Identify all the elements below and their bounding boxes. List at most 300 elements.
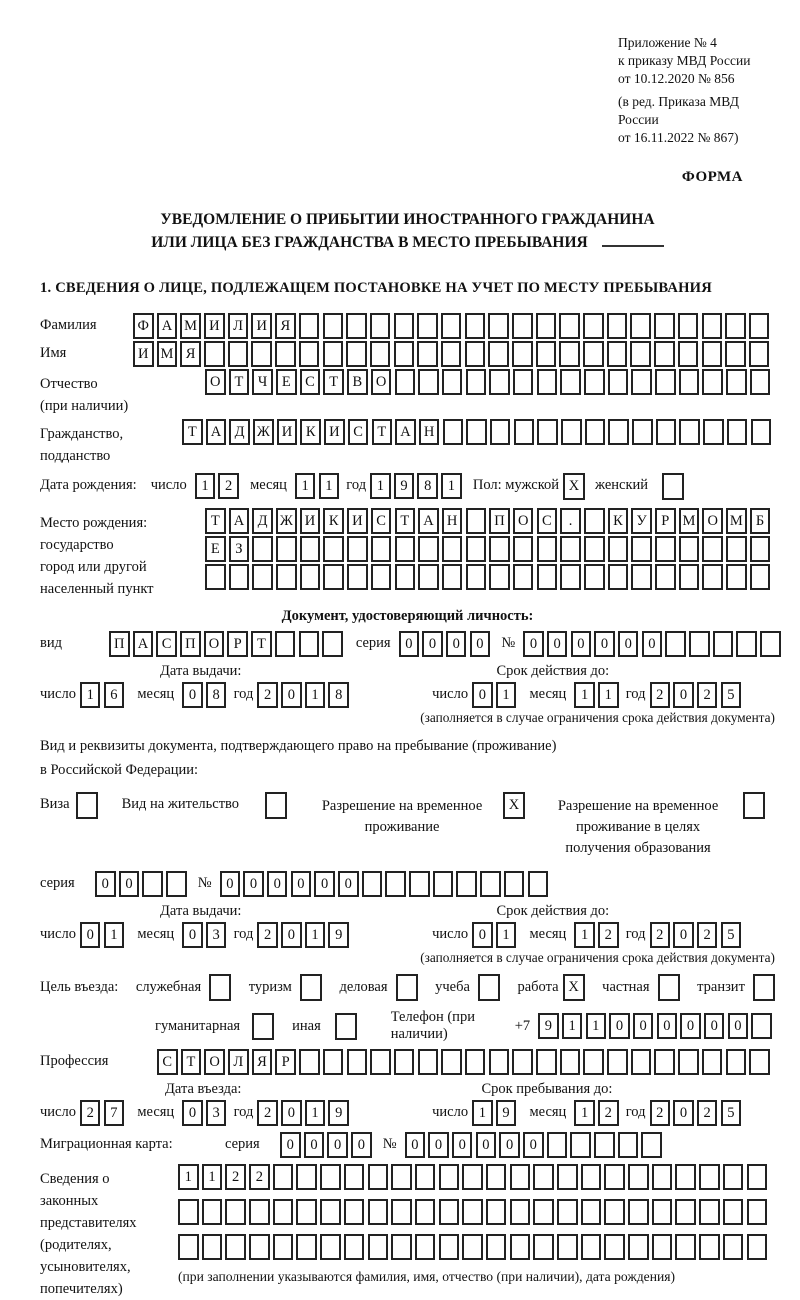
- form-cell[interactable]: 5: [721, 682, 742, 708]
- form-cell[interactable]: [488, 341, 509, 367]
- form-cell[interactable]: [462, 1234, 483, 1260]
- form-cell[interactable]: [628, 1234, 649, 1260]
- form-cell[interactable]: [276, 536, 297, 562]
- form-cell[interactable]: [296, 1199, 317, 1225]
- form-cell[interactable]: 0: [523, 631, 544, 657]
- form-cell[interactable]: X: [563, 974, 585, 1001]
- form-cell[interactable]: [608, 564, 629, 590]
- form-cell[interactable]: [488, 313, 509, 339]
- form-cell[interactable]: 1: [598, 682, 619, 708]
- form-cell[interactable]: [749, 313, 770, 339]
- form-cell[interactable]: [585, 419, 606, 445]
- form-cell[interactable]: [439, 1164, 460, 1190]
- form-cell[interactable]: [675, 1164, 696, 1190]
- form-cell[interactable]: 2: [697, 1100, 718, 1126]
- form-cell[interactable]: [652, 1199, 673, 1225]
- form-cell[interactable]: [513, 369, 534, 395]
- form-cell[interactable]: [618, 1132, 639, 1158]
- form-cell[interactable]: [300, 974, 322, 1001]
- form-cell[interactable]: 2: [650, 922, 671, 948]
- form-cell[interactable]: [560, 564, 581, 590]
- form-cell[interactable]: [641, 1132, 662, 1158]
- form-cell[interactable]: [570, 1132, 591, 1158]
- form-cell[interactable]: 2: [598, 1100, 619, 1126]
- form-cell[interactable]: [594, 1132, 615, 1158]
- form-cell[interactable]: И: [347, 508, 368, 534]
- form-cell[interactable]: 0: [523, 1132, 544, 1158]
- form-cell[interactable]: [394, 313, 415, 339]
- form-cell[interactable]: С: [300, 369, 321, 395]
- form-cell[interactable]: [630, 313, 651, 339]
- form-cell[interactable]: 2: [257, 1100, 278, 1126]
- form-cell[interactable]: [368, 1234, 389, 1260]
- form-cell[interactable]: 0: [281, 682, 302, 708]
- form-cell[interactable]: [628, 1199, 649, 1225]
- form-cell[interactable]: [537, 536, 558, 562]
- form-cell[interactable]: [252, 1013, 274, 1040]
- form-cell[interactable]: [335, 1013, 357, 1040]
- form-cell[interactable]: 0: [618, 631, 639, 657]
- form-cell[interactable]: 0: [267, 871, 288, 897]
- form-cell[interactable]: [490, 419, 511, 445]
- form-cell[interactable]: Ж: [253, 419, 274, 445]
- form-cell[interactable]: 1: [178, 1164, 199, 1190]
- form-cell[interactable]: [512, 341, 533, 367]
- form-cell[interactable]: 0: [182, 1100, 203, 1126]
- form-cell[interactable]: [654, 1049, 675, 1075]
- form-cell[interactable]: 9: [496, 1100, 517, 1126]
- form-cell[interactable]: [751, 419, 772, 445]
- form-cell[interactable]: [166, 871, 187, 897]
- form-cell[interactable]: [209, 974, 231, 1001]
- form-cell[interactable]: [486, 1164, 507, 1190]
- form-cell[interactable]: С: [156, 631, 177, 657]
- form-cell[interactable]: [442, 369, 463, 395]
- form-cell[interactable]: 0: [281, 922, 302, 948]
- form-cell[interactable]: [142, 871, 163, 897]
- form-cell[interactable]: [323, 341, 344, 367]
- form-cell[interactable]: [583, 1049, 604, 1075]
- form-cell[interactable]: .: [560, 508, 581, 534]
- form-cell[interactable]: 1: [441, 473, 462, 499]
- form-cell[interactable]: [702, 369, 723, 395]
- form-cell[interactable]: [533, 1234, 554, 1260]
- form-cell[interactable]: 0: [633, 1013, 654, 1039]
- form-cell[interactable]: Д: [229, 419, 250, 445]
- form-cell[interactable]: [607, 313, 628, 339]
- form-cell[interactable]: 2: [650, 682, 671, 708]
- form-cell[interactable]: [537, 369, 558, 395]
- form-cell[interactable]: 8: [206, 682, 227, 708]
- form-cell[interactable]: [252, 536, 273, 562]
- form-cell[interactable]: 8: [417, 473, 438, 499]
- form-cell[interactable]: [533, 1164, 554, 1190]
- form-cell[interactable]: 6: [104, 682, 125, 708]
- form-cell[interactable]: [486, 1199, 507, 1225]
- form-cell[interactable]: [418, 564, 439, 590]
- form-cell[interactable]: [631, 536, 652, 562]
- form-cell[interactable]: [415, 1199, 436, 1225]
- form-cell[interactable]: И: [204, 313, 225, 339]
- form-cell[interactable]: 0: [728, 1013, 749, 1039]
- form-cell[interactable]: В: [347, 369, 368, 395]
- form-cell[interactable]: [747, 1234, 768, 1260]
- form-cell[interactable]: [394, 341, 415, 367]
- form-cell[interactable]: 0: [704, 1013, 725, 1039]
- form-cell[interactable]: [396, 974, 418, 1001]
- form-cell[interactable]: [604, 1234, 625, 1260]
- form-cell[interactable]: Д: [252, 508, 273, 534]
- form-cell[interactable]: [713, 631, 734, 657]
- form-cell[interactable]: 1: [195, 473, 216, 499]
- form-cell[interactable]: С: [537, 508, 558, 534]
- form-cell[interactable]: [510, 1164, 531, 1190]
- form-cell[interactable]: [723, 1199, 744, 1225]
- form-cell[interactable]: П: [180, 631, 201, 657]
- form-cell[interactable]: Т: [229, 369, 250, 395]
- form-cell[interactable]: [547, 1132, 568, 1158]
- form-cell[interactable]: 1: [305, 1100, 326, 1126]
- form-cell[interactable]: [466, 536, 487, 562]
- form-cell[interactable]: [725, 341, 746, 367]
- form-cell[interactable]: [418, 1049, 439, 1075]
- form-cell[interactable]: [723, 1164, 744, 1190]
- form-cell[interactable]: 1: [562, 1013, 583, 1039]
- form-cell[interactable]: [559, 313, 580, 339]
- form-cell[interactable]: 9: [328, 922, 349, 948]
- form-cell[interactable]: 0: [470, 631, 491, 657]
- form-cell[interactable]: 0: [673, 1100, 694, 1126]
- form-cell[interactable]: 0: [657, 1013, 678, 1039]
- form-cell[interactable]: [699, 1199, 720, 1225]
- form-cell[interactable]: [249, 1234, 270, 1260]
- form-cell[interactable]: [465, 313, 486, 339]
- form-cell[interactable]: [750, 564, 771, 590]
- form-cell[interactable]: 2: [249, 1164, 270, 1190]
- form-cell[interactable]: [581, 1199, 602, 1225]
- form-cell[interactable]: [489, 564, 510, 590]
- form-cell[interactable]: 1: [104, 922, 125, 948]
- form-cell[interactable]: 7: [104, 1100, 125, 1126]
- form-cell[interactable]: О: [513, 508, 534, 534]
- form-cell[interactable]: [536, 341, 557, 367]
- form-cell[interactable]: [344, 1164, 365, 1190]
- form-cell[interactable]: [323, 536, 344, 562]
- form-cell[interactable]: [584, 564, 605, 590]
- form-cell[interactable]: [557, 1199, 578, 1225]
- form-cell[interactable]: 0: [304, 1132, 325, 1158]
- form-cell[interactable]: [751, 1013, 772, 1039]
- form-cell[interactable]: [584, 536, 605, 562]
- form-cell[interactable]: С: [348, 419, 369, 445]
- form-cell[interactable]: [583, 341, 604, 367]
- form-cell[interactable]: [415, 1234, 436, 1260]
- form-cell[interactable]: [299, 313, 320, 339]
- form-cell[interactable]: [513, 564, 534, 590]
- form-cell[interactable]: Т: [323, 369, 344, 395]
- form-cell[interactable]: 1: [80, 682, 101, 708]
- form-cell[interactable]: [395, 369, 416, 395]
- form-cell[interactable]: 0: [327, 1132, 348, 1158]
- form-cell[interactable]: 1: [496, 922, 517, 948]
- form-cell[interactable]: [528, 871, 549, 897]
- form-cell[interactable]: [655, 536, 676, 562]
- form-cell[interactable]: [537, 419, 558, 445]
- form-cell[interactable]: [202, 1234, 223, 1260]
- form-cell[interactable]: [299, 341, 320, 367]
- form-cell[interactable]: 1: [305, 922, 326, 948]
- form-cell[interactable]: О: [204, 1049, 225, 1075]
- form-cell[interactable]: [631, 1049, 652, 1075]
- form-cell[interactable]: Т: [205, 508, 226, 534]
- form-cell[interactable]: [750, 369, 771, 395]
- form-cell[interactable]: 0: [547, 631, 568, 657]
- form-cell[interactable]: [489, 1049, 510, 1075]
- form-cell[interactable]: 0: [446, 631, 467, 657]
- form-cell[interactable]: [178, 1199, 199, 1225]
- form-cell[interactable]: [652, 1164, 673, 1190]
- form-cell[interactable]: 0: [609, 1013, 630, 1039]
- form-cell[interactable]: И: [300, 508, 321, 534]
- form-cell[interactable]: 9: [328, 1100, 349, 1126]
- form-cell[interactable]: [439, 1199, 460, 1225]
- form-cell[interactable]: А: [395, 419, 416, 445]
- form-cell[interactable]: Р: [655, 508, 676, 534]
- form-cell[interactable]: Я: [180, 341, 201, 367]
- form-cell[interactable]: 0: [428, 1132, 449, 1158]
- form-cell[interactable]: [462, 1199, 483, 1225]
- form-cell[interactable]: [385, 871, 406, 897]
- form-cell[interactable]: 0: [476, 1132, 497, 1158]
- form-cell[interactable]: Т: [251, 631, 272, 657]
- form-cell[interactable]: Р: [275, 1049, 296, 1075]
- form-cell[interactable]: [628, 1164, 649, 1190]
- form-cell[interactable]: 0: [452, 1132, 473, 1158]
- form-cell[interactable]: [296, 1164, 317, 1190]
- form-cell[interactable]: 2: [697, 922, 718, 948]
- form-cell[interactable]: 1: [574, 682, 595, 708]
- form-cell[interactable]: [442, 536, 463, 562]
- form-cell[interactable]: [395, 564, 416, 590]
- form-cell[interactable]: 1: [295, 473, 316, 499]
- form-cell[interactable]: [370, 341, 391, 367]
- form-cell[interactable]: [513, 536, 534, 562]
- form-cell[interactable]: 5: [721, 1100, 742, 1126]
- form-cell[interactable]: 0: [281, 1100, 302, 1126]
- form-cell[interactable]: З: [229, 536, 250, 562]
- form-cell[interactable]: 3: [206, 1100, 227, 1126]
- form-cell[interactable]: [632, 419, 653, 445]
- form-cell[interactable]: [252, 564, 273, 590]
- form-cell[interactable]: [323, 313, 344, 339]
- form-cell[interactable]: [604, 1199, 625, 1225]
- form-cell[interactable]: [273, 1234, 294, 1260]
- form-cell[interactable]: М: [726, 508, 747, 534]
- form-cell[interactable]: [442, 564, 463, 590]
- form-cell[interactable]: [417, 341, 438, 367]
- form-cell[interactable]: [747, 1164, 768, 1190]
- form-cell[interactable]: [415, 1164, 436, 1190]
- form-cell[interactable]: [655, 564, 676, 590]
- form-cell[interactable]: [504, 871, 525, 897]
- form-cell[interactable]: М: [157, 341, 178, 367]
- form-cell[interactable]: [607, 1049, 628, 1075]
- form-cell[interactable]: 0: [338, 871, 359, 897]
- form-cell[interactable]: А: [133, 631, 154, 657]
- form-cell[interactable]: Т: [182, 419, 203, 445]
- form-cell[interactable]: [323, 564, 344, 590]
- form-cell[interactable]: [581, 1164, 602, 1190]
- form-cell[interactable]: 1: [496, 682, 517, 708]
- form-cell[interactable]: [702, 564, 723, 590]
- form-cell[interactable]: [533, 1199, 554, 1225]
- form-cell[interactable]: А: [206, 419, 227, 445]
- form-cell[interactable]: [249, 1199, 270, 1225]
- form-cell[interactable]: 0: [243, 871, 264, 897]
- form-cell[interactable]: 1: [305, 682, 326, 708]
- form-cell[interactable]: [489, 536, 510, 562]
- form-cell[interactable]: 8: [328, 682, 349, 708]
- form-cell[interactable]: [749, 1049, 770, 1075]
- form-cell[interactable]: [466, 508, 487, 534]
- form-cell[interactable]: [658, 974, 680, 1001]
- form-cell[interactable]: [391, 1234, 412, 1260]
- form-cell[interactable]: [726, 564, 747, 590]
- form-cell[interactable]: [466, 369, 487, 395]
- form-cell[interactable]: [537, 564, 558, 590]
- form-cell[interactable]: К: [323, 508, 344, 534]
- form-cell[interactable]: [489, 369, 510, 395]
- form-cell[interactable]: 2: [80, 1100, 101, 1126]
- form-cell[interactable]: [679, 369, 700, 395]
- form-cell[interactable]: 0: [80, 922, 101, 948]
- form-cell[interactable]: [368, 1199, 389, 1225]
- form-cell[interactable]: [560, 1049, 581, 1075]
- form-cell[interactable]: [536, 313, 557, 339]
- form-cell[interactable]: [726, 1049, 747, 1075]
- form-cell[interactable]: [678, 341, 699, 367]
- form-cell[interactable]: 0: [499, 1132, 520, 1158]
- form-cell[interactable]: 2: [218, 473, 239, 499]
- form-cell[interactable]: [229, 564, 250, 590]
- form-cell[interactable]: 9: [538, 1013, 559, 1039]
- form-cell[interactable]: [607, 341, 628, 367]
- form-cell[interactable]: Т: [372, 419, 393, 445]
- form-cell[interactable]: К: [300, 419, 321, 445]
- form-cell[interactable]: [346, 341, 367, 367]
- form-cell[interactable]: [679, 419, 700, 445]
- form-cell[interactable]: И: [251, 313, 272, 339]
- form-cell[interactable]: [656, 419, 677, 445]
- form-cell[interactable]: О: [702, 508, 723, 534]
- form-cell[interactable]: И: [324, 419, 345, 445]
- form-cell[interactable]: И: [133, 341, 154, 367]
- form-cell[interactable]: [725, 313, 746, 339]
- form-cell[interactable]: 1: [472, 1100, 493, 1126]
- form-cell[interactable]: [391, 1199, 412, 1225]
- form-cell[interactable]: [559, 341, 580, 367]
- form-cell[interactable]: 3: [206, 922, 227, 948]
- form-cell[interactable]: 2: [225, 1164, 246, 1190]
- form-cell[interactable]: [679, 536, 700, 562]
- form-cell[interactable]: 1: [586, 1013, 607, 1039]
- form-cell[interactable]: [678, 1049, 699, 1075]
- form-cell[interactable]: [726, 369, 747, 395]
- form-cell[interactable]: [204, 341, 225, 367]
- form-cell[interactable]: [441, 341, 462, 367]
- form-cell[interactable]: 0: [594, 631, 615, 657]
- form-cell[interactable]: [439, 1234, 460, 1260]
- form-cell[interactable]: 2: [650, 1100, 671, 1126]
- form-cell[interactable]: [296, 1234, 317, 1260]
- form-cell[interactable]: А: [229, 508, 250, 534]
- form-cell[interactable]: [561, 419, 582, 445]
- form-cell[interactable]: [631, 564, 652, 590]
- form-cell[interactable]: [433, 871, 454, 897]
- form-cell[interactable]: [273, 1199, 294, 1225]
- form-cell[interactable]: [346, 313, 367, 339]
- form-cell[interactable]: [557, 1164, 578, 1190]
- form-cell[interactable]: О: [205, 369, 226, 395]
- form-cell[interactable]: Л: [228, 313, 249, 339]
- form-cell[interactable]: [557, 1234, 578, 1260]
- form-cell[interactable]: [418, 536, 439, 562]
- form-cell[interactable]: [655, 369, 676, 395]
- form-cell[interactable]: [323, 1049, 344, 1075]
- form-cell[interactable]: [299, 1049, 320, 1075]
- form-cell[interactable]: 1: [574, 922, 595, 948]
- form-cell[interactable]: [320, 1234, 341, 1260]
- form-cell[interactable]: [630, 341, 651, 367]
- form-cell[interactable]: [347, 536, 368, 562]
- form-cell[interactable]: [478, 974, 500, 1001]
- form-cell[interactable]: 0: [571, 631, 592, 657]
- form-cell[interactable]: [581, 1234, 602, 1260]
- form-cell[interactable]: [251, 341, 272, 367]
- form-cell[interactable]: [395, 536, 416, 562]
- form-cell[interactable]: [560, 369, 581, 395]
- form-cell[interactable]: 0: [673, 682, 694, 708]
- form-cell[interactable]: 1: [202, 1164, 223, 1190]
- form-cell[interactable]: [514, 419, 535, 445]
- form-cell[interactable]: 0: [422, 631, 443, 657]
- form-cell[interactable]: [347, 564, 368, 590]
- form-cell[interactable]: [320, 1164, 341, 1190]
- form-cell[interactable]: [654, 341, 675, 367]
- form-cell[interactable]: [584, 508, 605, 534]
- form-cell[interactable]: [368, 1164, 389, 1190]
- form-cell[interactable]: Ф: [133, 313, 154, 339]
- form-cell[interactable]: П: [489, 508, 510, 534]
- form-cell[interactable]: [299, 631, 320, 657]
- form-cell[interactable]: [749, 341, 770, 367]
- form-cell[interactable]: С: [157, 1049, 178, 1075]
- form-cell[interactable]: Н: [419, 419, 440, 445]
- form-cell[interactable]: Н: [442, 508, 463, 534]
- form-cell[interactable]: Я: [252, 1049, 273, 1075]
- form-cell[interactable]: А: [418, 508, 439, 534]
- form-cell[interactable]: [510, 1234, 531, 1260]
- form-cell[interactable]: [300, 564, 321, 590]
- form-cell[interactable]: 0: [472, 922, 493, 948]
- form-cell[interactable]: [583, 313, 604, 339]
- form-cell[interactable]: [675, 1199, 696, 1225]
- form-cell[interactable]: [462, 1164, 483, 1190]
- form-cell[interactable]: [702, 341, 723, 367]
- form-cell[interactable]: 0: [182, 682, 203, 708]
- form-cell[interactable]: П: [109, 631, 130, 657]
- form-cell[interactable]: Т: [395, 508, 416, 534]
